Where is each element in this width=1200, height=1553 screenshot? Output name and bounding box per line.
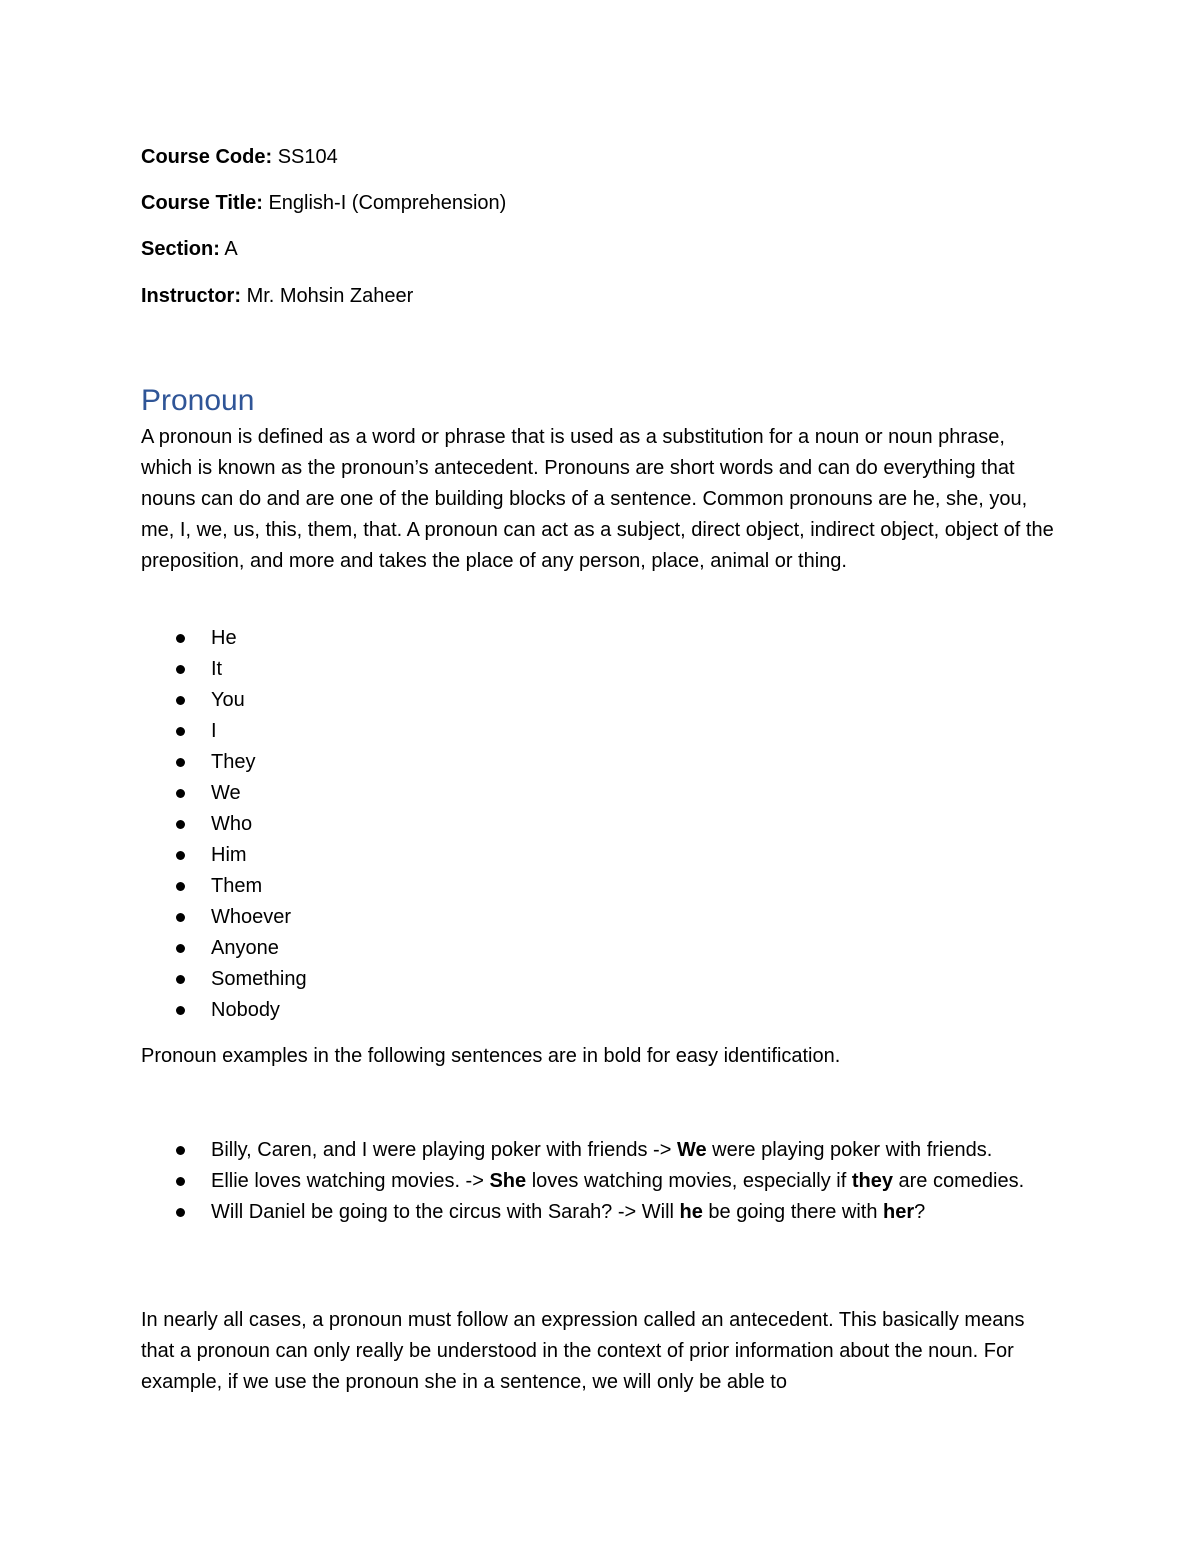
bullet-icon: [176, 944, 185, 953]
example-text: are comedies.: [892, 1170, 1025, 1192]
list-item: [141, 623, 1061, 654]
list-item-text: Who: [211, 813, 253, 835]
section-label: Section:: [141, 238, 220, 260]
bullet-icon: [176, 1006, 185, 1015]
example-text: Will Daniel be going to the circus with Sarah? -> Will: [211, 1201, 680, 1223]
bullet-icon: [176, 789, 185, 798]
bold-pronoun: he: [679, 1201, 703, 1223]
bullet-icon: [176, 665, 185, 674]
list-item-text: Anyone: [211, 937, 279, 959]
list-item: [141, 964, 1061, 995]
example-item: [141, 1166, 1061, 1197]
list-item: [141, 778, 1061, 809]
bullet-icon: [176, 975, 185, 984]
list-item: [141, 995, 1061, 1026]
example-text: were playing poker with friends.: [706, 1139, 993, 1161]
list-item-text: It: [211, 658, 223, 680]
section-line: [141, 237, 238, 261]
closing-paragraph: In nearly all cases, a pronoun must follow an expression called an antecedent. This basically means that a pronoun can only really be understood in the context of prior information about the noun. For example, if we use the pronoun she in a sentence, we will only be able to: [141, 1309, 1025, 1393]
intro-paragraph: A pronoun is defined as a word or phrase that is used as a substitution for a noun or noun phrase, which is known as the pronoun’s antecedent. Pronouns are short words and can do everything that nouns can do and are one of the building blocks of a sentence. Common pronouns are he, she, you, me, I, we, us, this, them, that. A pronoun can act as a subject, direct object, indirect object, object of the preposition, and more and takes the place of any person, place, animal or thing.: [141, 426, 1054, 572]
course-code-label: Course Code:: [141, 146, 273, 168]
example-item: [141, 1135, 1061, 1166]
bullet-icon: [176, 1177, 185, 1186]
bullet-icon: [176, 1208, 185, 1217]
instructor-value: Mr. Mohsin Zaheer: [246, 285, 414, 307]
section-heading: Pronoun: [141, 384, 255, 417]
example-text: ?: [914, 1201, 926, 1223]
course-title-value: English-I (Comprehension): [268, 192, 507, 214]
bullet-icon: [176, 820, 185, 829]
example-text: loves watching movies, especially if: [526, 1170, 852, 1192]
bullet-icon: [176, 913, 185, 922]
list-item: [141, 933, 1061, 964]
example-item: [141, 1197, 1061, 1228]
bullet-icon: [176, 882, 185, 891]
instructor-label: Instructor:: [141, 285, 241, 307]
bold-pronoun: they: [851, 1170, 893, 1192]
list-item-text: He: [211, 627, 237, 649]
example-list: [141, 1135, 1061, 1228]
list-item: [141, 654, 1061, 685]
example-text: be going there with: [702, 1201, 883, 1223]
course-code-value: SS104: [277, 146, 338, 168]
list-item-text: I: [211, 720, 217, 742]
examples-intro: Pronoun examples in the following sentences are in bold for easy identification.: [141, 1045, 841, 1067]
instructor-line: [141, 284, 413, 308]
example-text: Ellie loves watching movies. ->: [211, 1170, 490, 1192]
list-item-text: Nobody: [211, 999, 280, 1021]
bullet-icon: [176, 634, 185, 643]
list-item-text: They: [211, 751, 256, 773]
example-text: Billy, Caren, and I were playing poker with friends ->: [211, 1139, 677, 1161]
bold-pronoun: her: [883, 1201, 915, 1223]
list-item: [141, 871, 1061, 902]
list-item-text: You: [211, 689, 245, 711]
list-item: [141, 840, 1061, 871]
list-item-text: We: [211, 782, 241, 804]
list-item: [141, 685, 1061, 716]
list-item: [141, 747, 1061, 778]
bullet-icon: [176, 1146, 185, 1155]
list-item: [141, 809, 1061, 840]
section-value: A: [224, 238, 238, 260]
list-item: [141, 716, 1061, 747]
bullet-icon: [176, 758, 185, 767]
bullet-icon: [176, 696, 185, 705]
list-item-text: Them: [211, 875, 263, 897]
bullet-icon: [176, 851, 185, 860]
list-item-text: Something: [211, 968, 307, 990]
bold-pronoun: We: [676, 1139, 707, 1161]
list-item: [141, 902, 1061, 933]
list-item-text: Whoever: [211, 906, 292, 928]
bullet-icon: [176, 727, 185, 736]
list-item-text: Him: [211, 844, 247, 866]
pronoun-list: [141, 623, 1061, 1026]
bold-pronoun: She: [489, 1170, 527, 1192]
course-title-label: Course Title:: [141, 192, 263, 214]
course-code-line: [141, 145, 338, 169]
course-title-line: [141, 191, 506, 215]
